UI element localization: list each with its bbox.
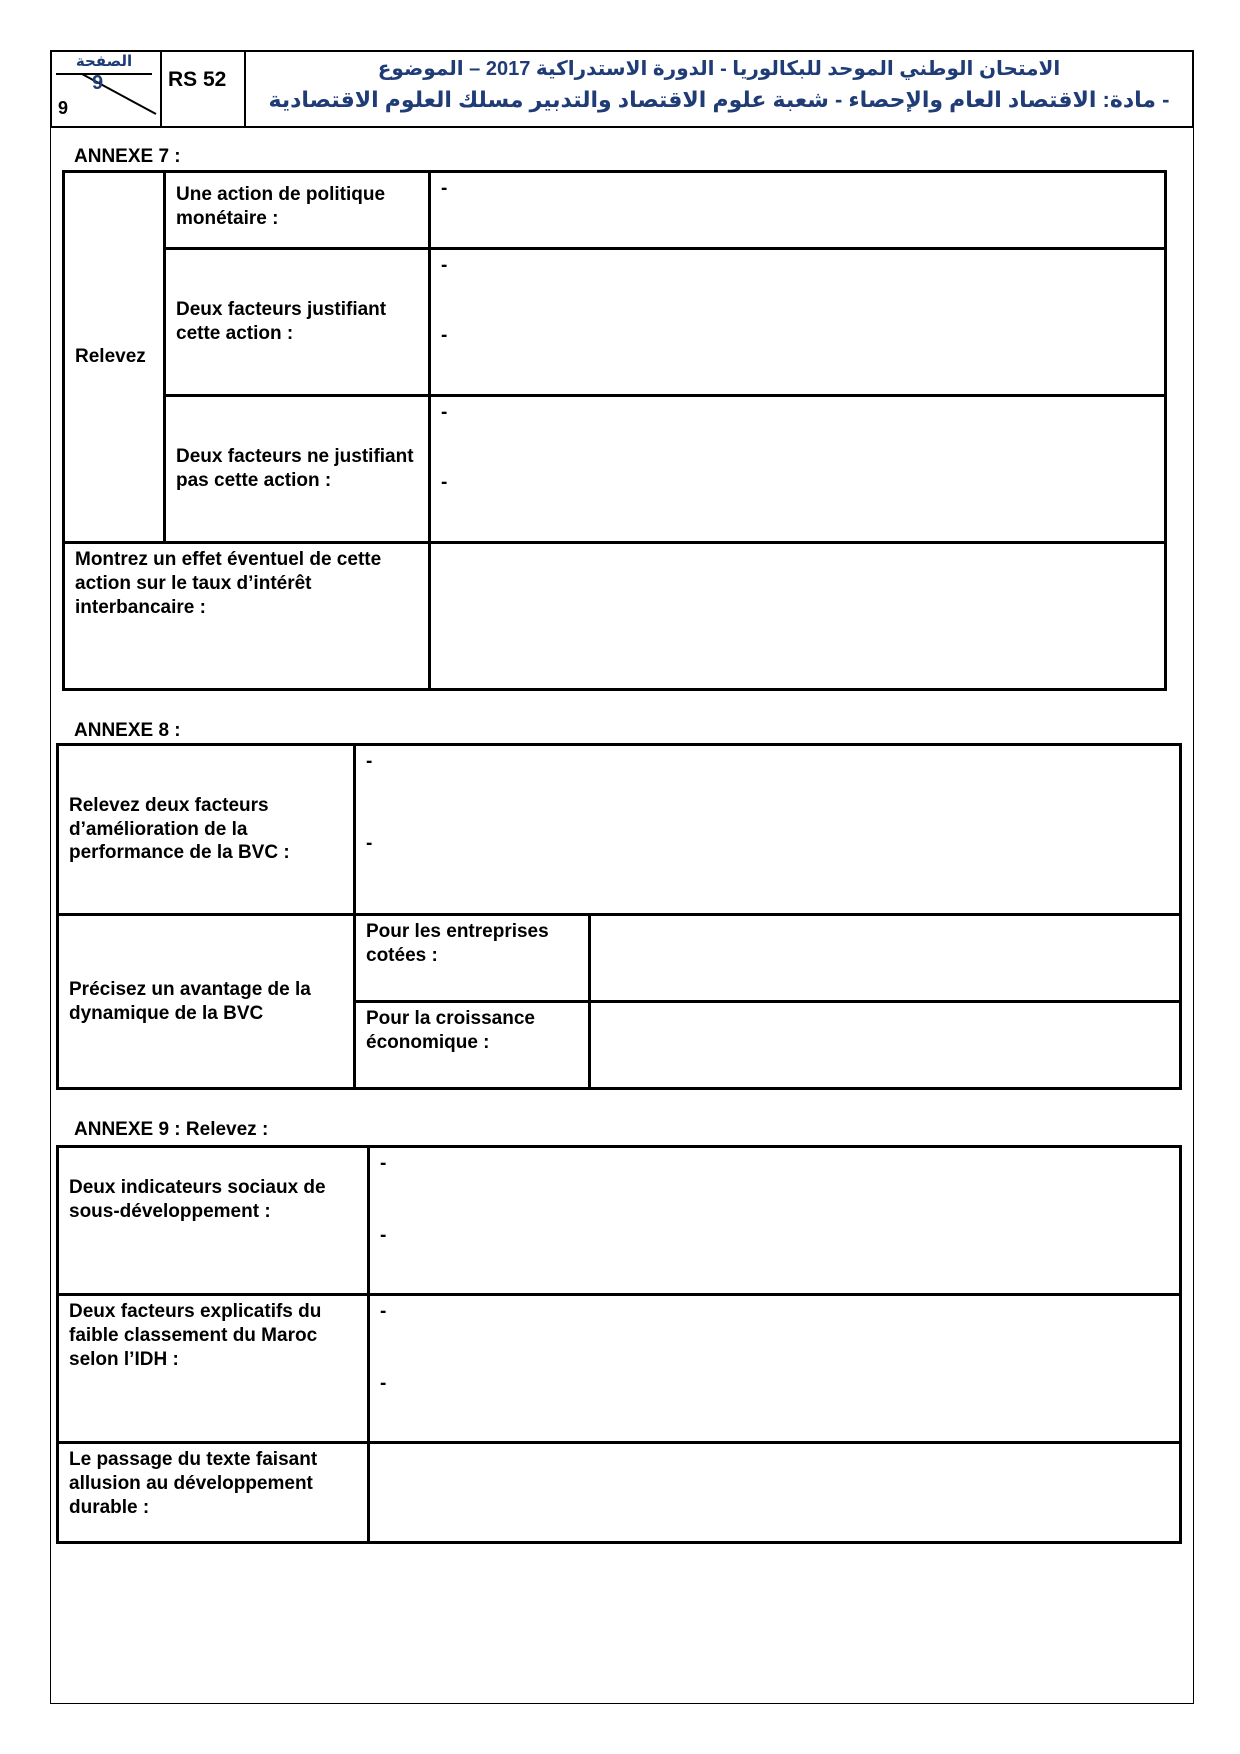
annexe9-title: ANNEXE 9 : Relevez : <box>74 1119 269 1140</box>
annexe8-row1-label: Relevez deux facteurs d’amélioration de la performance de la BVC : <box>58 745 355 915</box>
annexe7-effect-label: Montrez un effet éventuel de cette action sur le taux d’intérêt interbancaire : <box>64 543 430 690</box>
annexe7-row3-answer[interactable] <box>430 396 1166 543</box>
page-total: 9 <box>58 98 69 118</box>
annexe9-row3-label: Le passage du texte faisant allusion au développement durable : <box>58 1443 369 1543</box>
page-number: 9 <box>92 72 104 94</box>
annexe8-sub2-answer[interactable] <box>590 1002 1181 1089</box>
answer-dash: - <box>441 178 448 199</box>
annexe7-effect-answer[interactable] <box>430 543 1166 690</box>
annexe7-row2-answer[interactable] <box>430 249 1166 396</box>
answer-dash: - <box>380 1373 387 1394</box>
annexe8-row1-answer[interactable] <box>355 745 1181 915</box>
answer-dash: - <box>441 255 448 276</box>
answer-dash: - <box>441 325 448 346</box>
page-indicator <box>52 52 162 126</box>
annexe9-row2-answer[interactable] <box>369 1295 1181 1443</box>
annexe7-row1-label: Une action de politique monétaire : <box>165 172 430 249</box>
answer-dash: - <box>441 472 448 493</box>
exam-title <box>246 52 1192 126</box>
annexe8-sub1-answer[interactable] <box>590 915 1181 1002</box>
annexe8-sub2-label: Pour la croissance économique : <box>355 1002 590 1089</box>
annexe7-row3-label: Deux facteurs ne justifiant pas cette action : <box>165 396 430 543</box>
annexe7-row2-label: Deux facteurs justifiant cette action : <box>165 249 430 396</box>
annexe9-row2-label: Deux facteurs explicatifs du faible classement du Maroc selon l’IDH : <box>58 1295 369 1443</box>
annexe9-row1-label: Deux indicateurs sociaux de sous-développement : <box>58 1147 369 1295</box>
answer-dash: - <box>380 1153 387 1174</box>
answer-dash: - <box>366 751 373 772</box>
annexe9-row1-answer[interactable] <box>369 1147 1181 1295</box>
page-label: الصفحة <box>56 52 152 75</box>
answer-dash: - <box>380 1225 387 1246</box>
exam-code: RS 52 <box>162 52 246 126</box>
annexe8-title: ANNEXE 8 : <box>74 720 181 741</box>
annexe7-row1-answer[interactable] <box>430 172 1166 249</box>
answer-dash: - <box>366 833 373 854</box>
exam-title-line1: الامتحان الوطني الموحد للبكالوريا - الدورة الاستدراكية 2017 – الموضوع <box>377 58 1061 80</box>
annexe9-row3-answer[interactable] <box>369 1443 1181 1543</box>
answer-dash: - <box>441 402 448 423</box>
annexe8-row2-label: Précisez un avantage de la dynamique de la BVC <box>58 915 355 1089</box>
annexe7-title: ANNEXE 7 : <box>74 146 181 167</box>
exam-header <box>50 50 1194 128</box>
annexe8-table <box>56 743 1182 1090</box>
answer-dash: - <box>380 1301 387 1322</box>
annexe9-table <box>56 1145 1182 1544</box>
annexe8-sub1-label: Pour les entreprises cotées : <box>355 915 590 1002</box>
annexe7-table <box>62 170 1167 691</box>
exam-title-line2: - مادة: الاقتصاد العام والإحصاء - شعبة علوم الاقتصاد والتدبير مسلك العلوم الاقتصادية <box>268 87 1170 112</box>
relevez-group-label: Relevez <box>64 172 165 543</box>
